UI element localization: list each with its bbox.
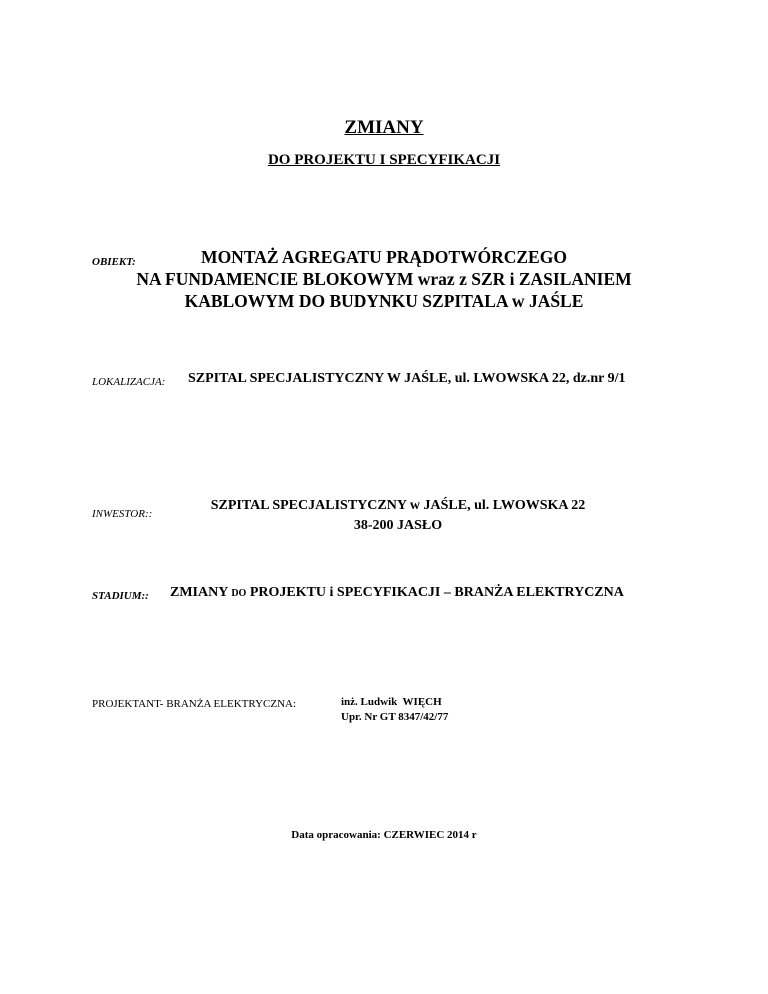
inwestor-value	[188, 496, 608, 536]
obiekt-line-1: MONTAŻ AGREGATU PRĄDOTWÓRCZEGO	[201, 247, 567, 267]
stadium-value-do: DO	[231, 588, 247, 599]
inwestor-line-2: 38-200 JASŁO	[353, 518, 443, 533]
projektant-label: PROJEKTANT- BRANŻA ELEKTRYCZNA:	[92, 698, 297, 710]
projektant-name: inż. Ludwik WIĘCH	[341, 696, 442, 708]
stadium-label: STADIUM::	[92, 590, 149, 602]
lokalizacja-value: SZPITAL SPECJALISTYCZNY W JAŚLE, ul. LWOWSKA 22, dz.nr 9/1	[188, 371, 626, 386]
document-title: ZMIANY	[344, 117, 424, 138]
obiekt-line-3: KABLOWYM DO BUDYNKU SZPITALA w JAŚLE	[184, 291, 584, 311]
obiekt-label: OBIEKT:	[92, 256, 136, 268]
inwestor-line-1: SZPITAL SPECJALISTYCZNY w JAŚLE, ul. LWOWSKA 22	[210, 498, 586, 513]
document-subtitle: DO PROJEKTU I SPECYFIKACJI	[267, 152, 501, 168]
obiekt-line-2: NA FUNDAMENCIE BLOKOWYM wraz z SZR i ZASILANIEM	[136, 269, 632, 289]
projektant-value	[341, 695, 448, 725]
stadium-value	[170, 585, 624, 601]
inwestor-label: INWESTOR::	[92, 508, 153, 520]
stadium-value-part-2: PROJEKTU i SPECYFIKACJI – BRANŻA ELEKTRYCZNA	[249, 585, 624, 600]
projektant-permit: Upr. Nr GT 8347/42/77	[341, 711, 449, 723]
date-line: Data opracowania: CZERWIEC 2014 r	[291, 829, 477, 841]
obiekt-description	[0, 246, 768, 312]
stadium-value-part-1: ZMIANY	[170, 585, 228, 600]
lokalizacja-label: LOKALIZACJA:	[92, 376, 166, 388]
